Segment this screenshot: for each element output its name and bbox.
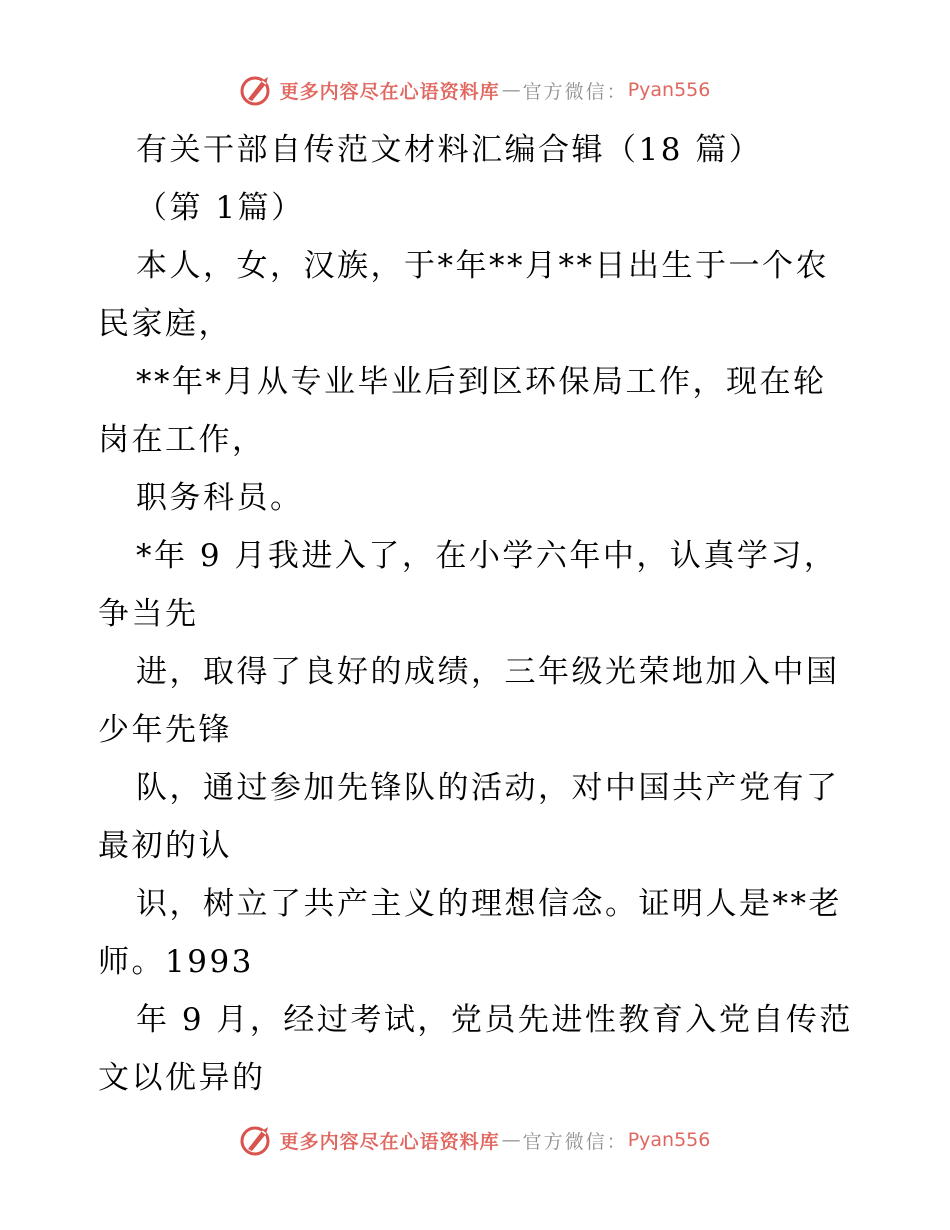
header-watermark xyxy=(0,70,950,110)
body-line: 文以优异的 xyxy=(98,1060,266,1096)
body-line: 年 9 月，经过考试，党员先进性教育入党自传范 xyxy=(136,1002,853,1038)
watermark-brand: 更多内容尽在心语资料库 xyxy=(279,1130,500,1153)
watermark-wechat-id: Pyan556 xyxy=(627,79,711,101)
body-line: 识，树立了共产主义的理想信念。证明人是**老 xyxy=(136,886,842,922)
body-line: 民家庭， xyxy=(98,306,232,342)
pen-logo-icon xyxy=(240,73,274,107)
body-line: 岗在工作， xyxy=(98,422,266,458)
body-line: 少年先锋 xyxy=(98,712,232,748)
body-line: *年 9 月我进入了，在小学六年中，认真学习， xyxy=(136,538,838,574)
pen-logo-icon xyxy=(240,1123,274,1157)
watermark-dash: — xyxy=(501,1129,521,1151)
body-line: 争当先 xyxy=(98,596,199,632)
watermark-wechat-label: 官方微信： xyxy=(522,80,628,103)
body-line: 进，取得了良好的成绩，三年级光荣地加入中国 xyxy=(136,654,840,690)
watermark-wechat-id: Pyan556 xyxy=(627,1129,711,1151)
body-line: 师。1993 xyxy=(98,944,254,980)
document-title: 有关干部自传范文材料汇编合辑（18 篇） xyxy=(136,132,763,168)
section-heading: （第 1篇） xyxy=(136,190,305,226)
watermark-dash: — xyxy=(501,79,521,101)
body-line: 本人，女，汉族，于*年**月**日出生于一个农 xyxy=(136,248,829,284)
body-line: 职务科员。 xyxy=(136,480,304,516)
watermark-brand: 更多内容尽在心语资料库 xyxy=(279,80,500,103)
footer-watermark xyxy=(0,1120,950,1160)
watermark-wechat-label: 官方微信： xyxy=(522,1130,628,1153)
body-line: 队，通过参加先锋队的活动，对中国共产党有了 xyxy=(136,770,840,806)
document-body xyxy=(98,121,858,1107)
body-line: **年*月从专业毕业后到区环保局工作，现在轮 xyxy=(136,364,827,400)
body-line: 最初的认 xyxy=(98,828,232,864)
